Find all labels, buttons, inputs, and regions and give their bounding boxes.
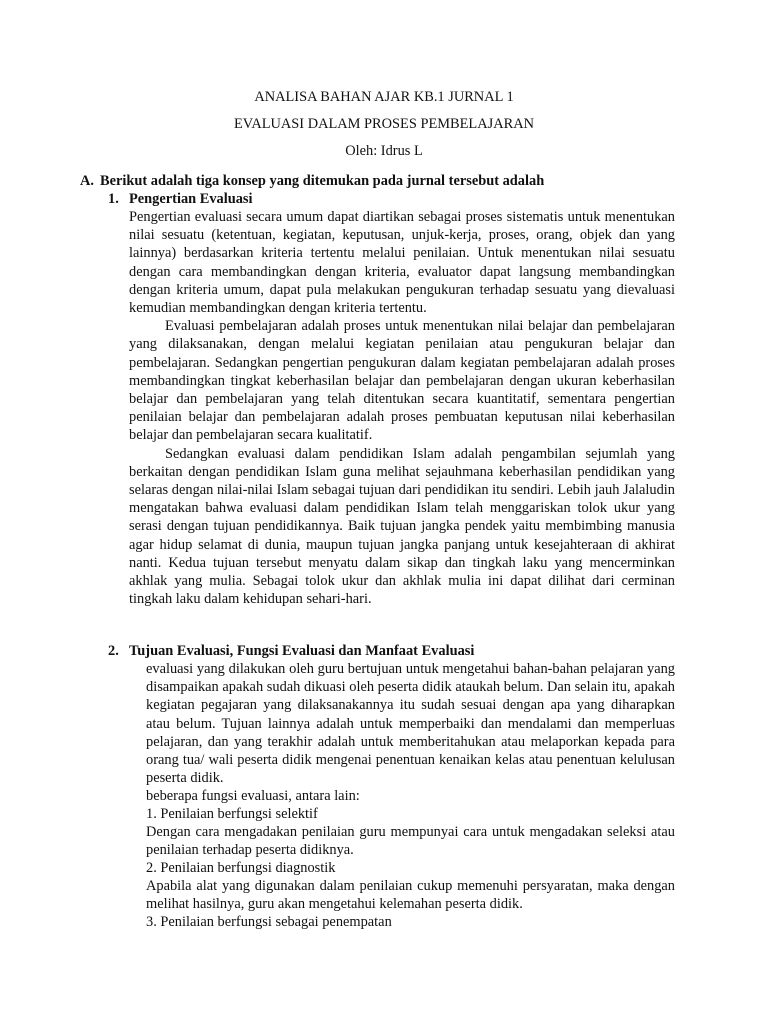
section-a-heading [80,172,544,190]
item-1-paragraph-3: Sedangkan evaluasi dalam pendidikan Islam adalah pengambilan sejumlah yang berkaitan dengan pendidikan Islam guna melihat sejauhmana keberhasilan pendidikan yang selaras dengan nilai-nilai Islam sebagai tujuan dari pendidikan itu sendiri. Lebih jauh Jalaludin mengatakan bahwa evaluasi dalam pendidikan Islam telah menggariskan tolok ukur yang serasi dengan tujuan pendidikannya. Baik tujuan jangka pendek yaitu membimbing manusia agar hidup selamat di dunia, maupun tujuan jangka panjang untuk kesejahteraan di akhirat nanti. Kedua tujuan tersebut menyatu dalam sikap dan tingkah laku yang mencerminkan akhlak yang mulia. Sebagai tolok ukur dan akhlak mulia ini dapat dilihat dari cerminan tingkah laku dalam kehidupan sehari-hari. [129,445,675,608]
author-line: Oleh: Idrus L [345,143,423,159]
item-2-number: 2. [108,643,119,659]
section-a-title: Berikut adalah tiga konsep yang ditemukan pada jurnal tersebut adalah [100,173,545,189]
functions-intro: beberapa fungsi evaluasi, antara lain: [146,788,360,804]
section-a-label: A. [80,173,94,189]
function-2-title: 2. Penilaian berfungsi diagnostik [146,860,336,876]
item-1-body [129,208,675,608]
function-3-title: 3. Penilaian berfungsi sebagai penempatan [146,914,392,930]
function-1-text: Dengan cara mengadakan penilaian guru mempunyai cara untuk mengadakan seleksi atau penilaian terhadap peserta didiknya. [146,824,675,859]
header-line-2: EVALUASI DALAM PROSES PEMBELAJARAN [234,116,534,132]
item-2-paragraph-1: evaluasi yang dilakukan oleh guru bertujuan untuk mengetahui bahan-bahan pelajaran yang disampaikan apakah sudah dikuasi oleh peserta didik ataukah belum. Dan selain itu, apakah kegiatan pegajaran yang dilaksanakannya itu sudah sesuai dengan apa yang diharapkan atau belum. Tujuan lainnya adalah untuk memperbaiki dan mendalami dan memperluas pelajaran, dan yang terakhir adalah untuk memberitahukan atau melaporkan kepada para orang tua/ wali peserta didik mengenai penentuan kenaikan kelas atau penentuan kelulusan peserta didik. [146,661,675,787]
header-line-1: ANALISA BAHAN AJAR KB.1 JURNAL 1 [254,89,514,105]
item-1-heading [108,190,253,208]
item-2-title: Tujuan Evaluasi, Fungsi Evaluasi dan Manfaat Evaluasi [129,643,475,659]
item-1-paragraph-2: Evaluasi pembelajaran adalah proses untuk menentukan nilai belajar dan pembelajaran yang dilaksanakan, dengan melalui kegiatan penilaian atau pengukuran belajar dan pembelajaran. Sedangkan pengertian pengukuran dalam kegiatan pembelajaran adalah proses membandingkan tingkat keberhasilan belajar dan pembelajaran dengan ukuran keberhasilan belajar dan pembelajaran yang telah ditentukan secara kuantitatif, sementara pengertian penilaian belajar dan pembelajaran adalah proses pembuatan keputusan nilai keberhasilan belajar dan pembelajaran secara kualitatif. [129,318,675,444]
function-2-text: Apabila alat yang digunakan dalam penilaian cukup memenuhi persyaratan, maka dengan melihat hasilnya, guru akan mengetahui kelemahan peserta didik. [146,878,675,913]
item-1-title: Pengertian Evaluasi [129,191,253,207]
item-2-heading [108,642,474,660]
item-1-paragraph-1: Pengertian evaluasi secara umum dapat diartikan sebagai proses sistematis untuk menentukan nilai sesuatu (ketentuan, kegiatan, keputusan, unjuk-kerja, proses, orang, objek dan yang lainnya) berdasarkan kriteria tertentu melalui penilaian. Untuk menentukan nilai sesuatu dengan cara membandingkan dengan kriteria, evaluator dapat langsung membandingkan dengan kriteria umum, dapat pula melakukan pengukuran terhadap sesuatu yang dievaluasi kemudian membandingkan dengan kriteria tertentu. [129,209,675,317]
function-1-title: 1. Penilaian berfungsi selektif [146,806,318,822]
item-1-number: 1. [108,191,119,207]
